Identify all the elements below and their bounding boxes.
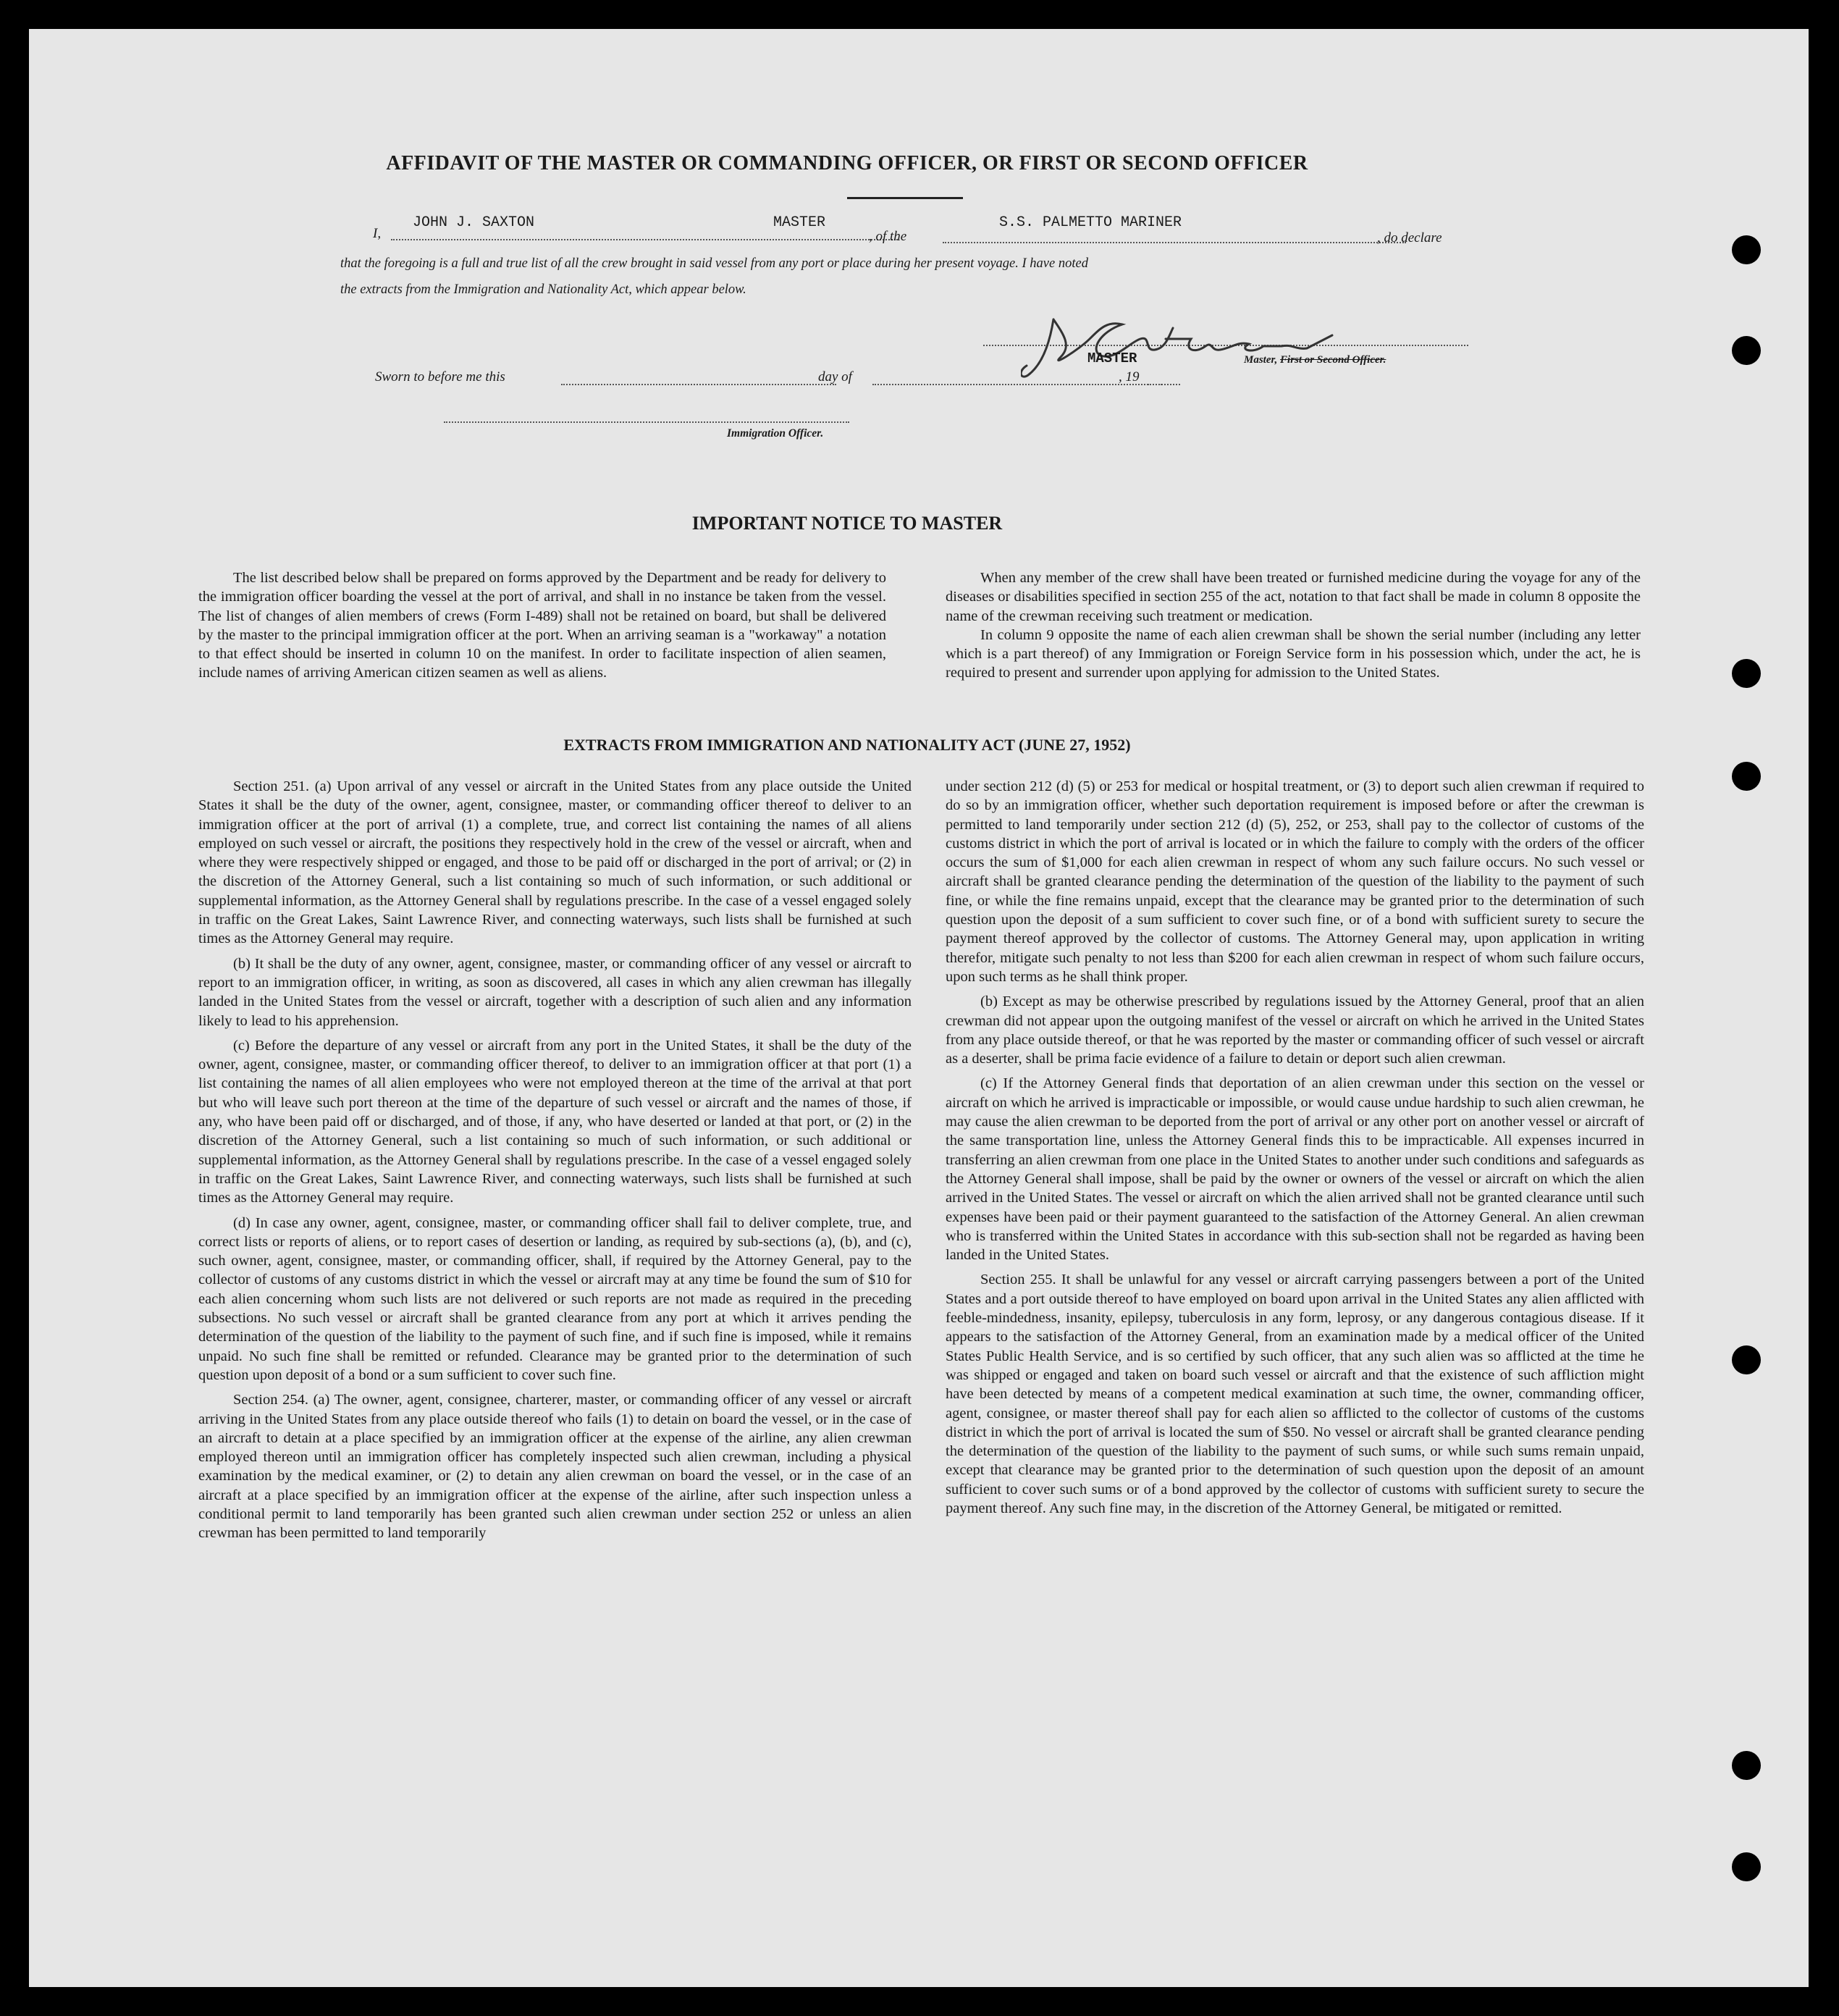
extracts-heading: EXTRACTS FROM IMMIGRATION AND NATIONALITY ACT (JUNE 27, 1952) bbox=[563, 736, 1131, 754]
year-label: , 19 bbox=[1119, 369, 1140, 385]
signature-caption-master: Master, bbox=[1244, 354, 1278, 366]
signature-rank: MASTER bbox=[1087, 350, 1137, 366]
act-section-continuation: under section 212 (d) (5) or 253 for medical or hospital treatment, or (3) to deport such alien crewman if required to do so by an immigration officer, whether such deportation requirement is imposed before or after the crewman is permitted to land temporarily under section 212 (d) (5), 252, or 253, shall pay to the collector of customs of the customs district in which the port of arrival is located or in which the failure to comply with the orders of the officer occurs the sum of $1,000 for each alien crewman in respect of whom any such failure occurs. No such vessel or aircraft shall be granted clearance pending the determination of the question of the liability to the payment of such fine, or while the fine remains unpaid, except that the clearance may be granted prior to the determination of such question upon the deposit of a sum sufficient to cover such fine, or of a bond with sufficient surety to secure the payment thereof approved by the collector of customs. The Attorney General may, upon application in writing therefor, mitigate such penalty to not less than $200 for each alien crewman in respect of whom such failure occurs, upon such terms as he shall think proper. bbox=[946, 778, 1644, 985]
act-section: Section 254. (a) The owner, agent, consignee, charterer, master, or commanding officer of any vessel or aircraft arriving in the United States from any place outside thereof who fails (1) to detain on board the vessel, or in the case of an aircraft to detain at a place specified by an immigration officer at the expense of the airline, any alien crewman employed thereon until an immigration officer has completely inspected such alien crewman, including a physical examination by the medical examiner, or (2) to detain any alien crewman on board the vessel, or in the case of an aircraft at a place specified by an immigration officer at the expense of the airline, after such inspection unless a conditional permit to land temporarily has been granted such alien crewman under section 252 or unless an alien crewman has been permitted to land temporarily bbox=[198, 1392, 912, 1542]
act-section: (b) It shall be the duty of any owner, agent, consignee, master, or commanding officer of any vessel or aircraft to report to an immigration officer, in writing, as soon as discovered, all cases in which any alien crewman has illegally landed in the United States from the vessel or aircraft, together with a description of such alien and any information likely to lead to his apprehension. bbox=[198, 955, 912, 1029]
handwritten-signature bbox=[1021, 306, 1354, 386]
act-section: Section 255. It shall be unlawful for any vessel or aircraft carrying passengers between a port of the United States and a port outside thereof to have employed on board upon arrival in the United States any alien afflicted with feeble-mindedness, insanity, epilepsy, tuberculosis in any form, leprosy, or any dangerous contagious disease. If it appears to the satisfaction of the Attorney General, from an examination made by a medical officer of the United States Public Health Service, and is so certified by such officer, that any such alien was so afflicted at the time he was shipped or engaged and taken on board such vessel or aircraft and that the existence of such affliction might have been detected by means of a competent medical examination at such time, the owner, commanding officer, agent, consignee, or master thereof shall pay for each alien so afflicted to the collector of customs of the customs district in which the port of arrival is located the sum of $50. No vessel or aircraft shall be granted clearance pending the determination of the question of the liability to the payment of such sums, or while such sums remain unpaid, except that clearance may be granted prior to the determination of such question upon the deposit of an amount sufficient to cover such sums or of a bond approved by the collector of customs with sufficient surety to secure the payment thereof. Any such fine may, in the discretion of the Attorney General, be mitigated or remitted. bbox=[946, 1272, 1644, 1516]
officer-caption: Immigration Officer. bbox=[727, 427, 824, 440]
document-page bbox=[29, 29, 1809, 1987]
binder-hole bbox=[1732, 659, 1761, 688]
binder-hole bbox=[1732, 235, 1761, 264]
notice-heading: IMPORTANT NOTICE TO MASTER bbox=[691, 513, 1003, 534]
declarant-rank: MASTER bbox=[773, 214, 826, 231]
declaration-line: the extracts from the Immigration and Nationality Act, which appear below. bbox=[340, 282, 746, 297]
of-the-label: , of the bbox=[869, 229, 907, 244]
vessel-name: S.S. PALMETTO MARINER bbox=[999, 214, 1182, 231]
declaration-line: that the foregoing is a full and true list of all the crew brought in said vessel from any port or place during her present voyage. I have noted bbox=[340, 256, 1088, 271]
sworn-day-blank bbox=[561, 384, 836, 385]
sworn-year-blank bbox=[1148, 384, 1180, 385]
name-blank bbox=[391, 239, 898, 240]
notice-right-column bbox=[946, 568, 1641, 689]
binder-hole bbox=[1732, 1345, 1761, 1374]
extracts-right-column bbox=[946, 777, 1644, 1524]
act-section: (c) Before the departure of any vessel or aircraft from any port in the United States, it shall be the duty of the owner, agent, consignee, master, or commanding officer thereof, to deliver to an immigration officer at that port (1) a list containing the names of all alien employees who were not employed thereon at the time of the arrival at that port but who will leave such port thereon at the time of the departure of such vessel or aircraft and the names of those, if any, who have been paid off or discharged, and of those, if any, who have deserted or landed at that port, or (2) in the discretion of the Attorney General, such a list containing so much of such information, or such additional or supplemental information, as the Attorney General shall by regulations prescribe. In the case of a vessel engaged solely in traffic on the Great Lakes, Saint Lawrence River, and connecting waterways, such lists shall be furnished at such times as the Attorney General may require. bbox=[198, 1037, 912, 1206]
signature-caption bbox=[1244, 354, 1386, 366]
binder-hole bbox=[1732, 336, 1761, 365]
signature-caption-struck: First or Second Officer. bbox=[1280, 354, 1386, 366]
act-section: Section 251. (a) Upon arrival of any vessel or aircraft in the United States from any place outside the United States it shall be the duty of the owner, agent, consignee, master, or commanding officer thereof to deliver to an immigration officer at the port of arrival (1) a complete, true, and correct list containing the names of all aliens employed on such vessel or aircraft, the positions they respectively hold in the crew of the vessel or aircraft, when and where they were respectively shipped or engaged, and those to be paid off or discharged in the port of arrival; or (2) in the discretion of the Attorney General, such a list containing so much of such information, or such additional or supplemental information, as the Attorney General shall by regulations prescribe. In the case of a vessel engaged solely in traffic on the Great Lakes, Saint Lawrence River, and connecting waterways, such lists shall be furnished at such times as the Attorney General may require. bbox=[198, 778, 912, 947]
line1-prefix: I, bbox=[373, 226, 382, 241]
extracts-left-column bbox=[198, 777, 912, 1549]
declarant-name: JOHN J. SAXTON bbox=[413, 214, 535, 231]
notice-paragraph: The list described below shall be prepared on forms approved by the Department and be ready for delivery to the immigration officer boarding the vessel at the port of arrival, and shall in no instance be taken from the vessel. The list of changes of alien members of crews (Form I-489) shall not be retained on board, but shall be delivered by the master to the principal immigration officer at the port. When an arriving seaman is a "workaway" a notation to that effect should be inserted in column 10 on the manifest. In order to facilitate inspection of alien seamen, include names of arriving American citizen seamen as well as aliens. bbox=[198, 570, 886, 681]
act-section: (c) If the Attorney General finds that deportation of an alien crewman under this section on the vessel or aircraft on which he arrived is impracticable or impossible, or would cause undue hardship to such alien crewman, he may cause the alien crewman to be deported from the port of arrival or any other port on another vessel or aircraft of the same transportation line, unless the Attorney General finds this to be impracticable. All expenses incurred in transferring an alien crewman from one place in the United States to another under such conditions and safeguards as the Attorney General shall impose, shall be paid by the owner or owners of the vessel or aircraft on which the alien arrived in the United States. The vessel or aircraft on which the alien arrived shall not be granted clearance until such expenses have been paid or their payment guaranteed to the satisfaction of the Attorney General. An alien crewman who is transferred within the United States in accordance with this sub-section shall not be regarded as having been landed in the United States. bbox=[946, 1075, 1644, 1264]
binder-hole bbox=[1732, 1852, 1761, 1881]
day-of-label: day of bbox=[818, 369, 852, 385]
notice-paragraph: When any member of the crew shall have been treated or furnished medicine during the voyage for any of the diseases or disabilities specified in section 255 of the act, notation to that fact shall be made in column 8 opposite the name of the crewman receiving such treatment or medication. bbox=[946, 570, 1641, 624]
officer-signature-line bbox=[444, 421, 849, 423]
do-declare-label: , do declare bbox=[1377, 230, 1442, 245]
binder-hole bbox=[1732, 762, 1761, 791]
binder-hole bbox=[1732, 1751, 1761, 1780]
notice-left-column bbox=[198, 568, 886, 689]
affidavit-title: AFFIDAVIT OF THE MASTER OR COMMANDING OFFICER, OR FIRST OR SECOND OFFICER bbox=[386, 152, 1308, 175]
notice-paragraph: In column 9 opposite the name of each alien crewman shall be shown the serial number (including any letter which is a part thereof) of any Immigration or Foreign Service form in his possession which, under the act, he is required to present and surrender upon applying for admission to the United States. bbox=[946, 626, 1641, 681]
vessel-blank bbox=[943, 242, 1406, 243]
sworn-label: Sworn to before me this bbox=[375, 369, 505, 385]
act-section: (b) Except as may be otherwise prescribed by regulations issued by the Attorney General, proof that an alien crewman did not appear upon the outgoing manifest of the vessel or aircraft on which he arrived in the United States from any place outside thereof, or that he was reported by the master or commanding officer of such vessel or aircraft as a deserter, shall be prima facie evidence of a failure to detain or deport such alien crewman. bbox=[946, 994, 1644, 1067]
title-divider bbox=[847, 197, 963, 199]
act-section: (d) In case any owner, agent, consignee, master, or commanding officer shall fail to deliver complete, true, and correct lists or reports of aliens, or to report cases of desertion or landing, as required by sub-sections (a), (b), and (c), such owner, agent, consignee, master, or commanding officer, shall, if required by the Attorney General, pay to the collector of customs of any customs district in which the vessel or aircraft may at any time be found the sum of $10 for each alien concerning whom such lists are not delivered or such reports are not made as required in the preceding subsections. No such vessel or aircraft shall be granted clearance from any port at which it arrives pending the determination of the question of the liability to the payment of such fine, and if such fine is imposed, while it remains unpaid. No such fine shall be remitted or refunded. Clearance may be granted prior to the determination of such question upon deposit of a bond or a sum sufficient to cover such fine. bbox=[198, 1214, 912, 1383]
